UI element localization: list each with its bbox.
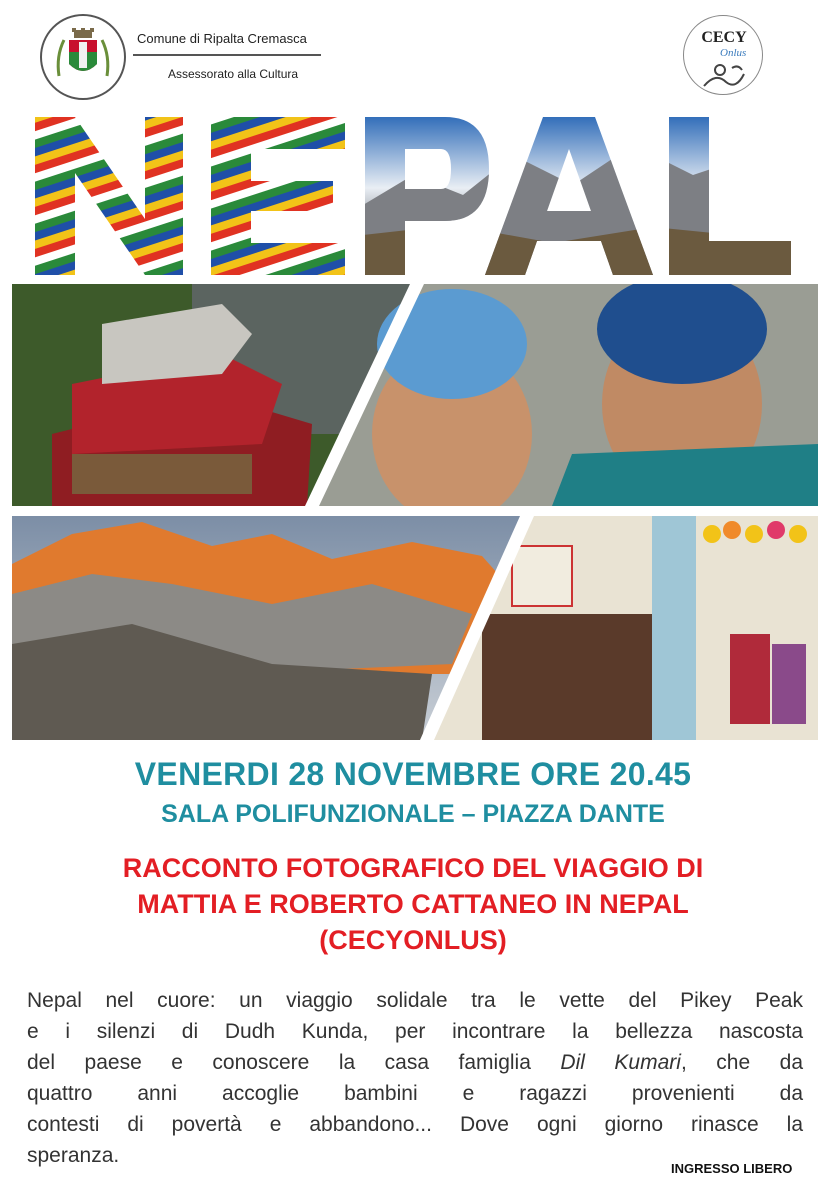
family-home-name: Dil Kumari <box>560 1051 681 1074</box>
event-venue: SALA POLIFUNZIONALE – PIAZZA DANTE <box>161 800 665 828</box>
free-entry-label: INGRESSO LIBERO <box>671 1161 793 1176</box>
children-photo <box>317 284 818 524</box>
talk-title-line1: RACCONTO FOTOGRAFICO DEL VIAGGIO DI <box>122 853 704 883</box>
event-description <box>27 985 803 1171</box>
logo-title: CECY <box>701 29 747 46</box>
nepal-title <box>33 115 793 277</box>
event-date: VENERDI 28 NOVEMBRE ORE 20.45 <box>134 756 692 792</box>
description-text: , che da <box>680 1051 803 1074</box>
comune-name: Comune di Ripalta Cremasca <box>137 31 307 46</box>
description-line: quattro anni accoglie bambini e ragazzi provenienti da <box>27 1082 803 1105</box>
logo-subtitle: Onlus <box>720 47 747 59</box>
description-text: del paese e conoscere la casa famiglia <box>27 1051 561 1074</box>
description-line: e i silenzi di Dudh Kunda, per incontrare la bellezza nascosta <box>27 1020 803 1043</box>
description-line <box>27 1047 803 1078</box>
description-line: contesti di povertà e abbandono... Dove ogni giorno rinasce la <box>27 1113 803 1136</box>
talk-title-line3: (CECYONLUS) <box>319 925 507 955</box>
talk-title-line2: MATTIA E ROBERTO CATTANEO IN NEPAL <box>137 889 689 919</box>
municipal-crest-icon <box>40 14 126 100</box>
description-line: Nepal nel cuore: un viaggio solidale tra le vette del Pikey Peak <box>27 989 803 1012</box>
description-line: speranza. <box>27 1144 120 1167</box>
assessorato-name: Assessorato alla Cultura <box>168 67 299 81</box>
photo-collage <box>12 284 818 740</box>
header-divider <box>133 54 321 56</box>
cecy-onlus-logo-icon <box>683 15 763 95</box>
